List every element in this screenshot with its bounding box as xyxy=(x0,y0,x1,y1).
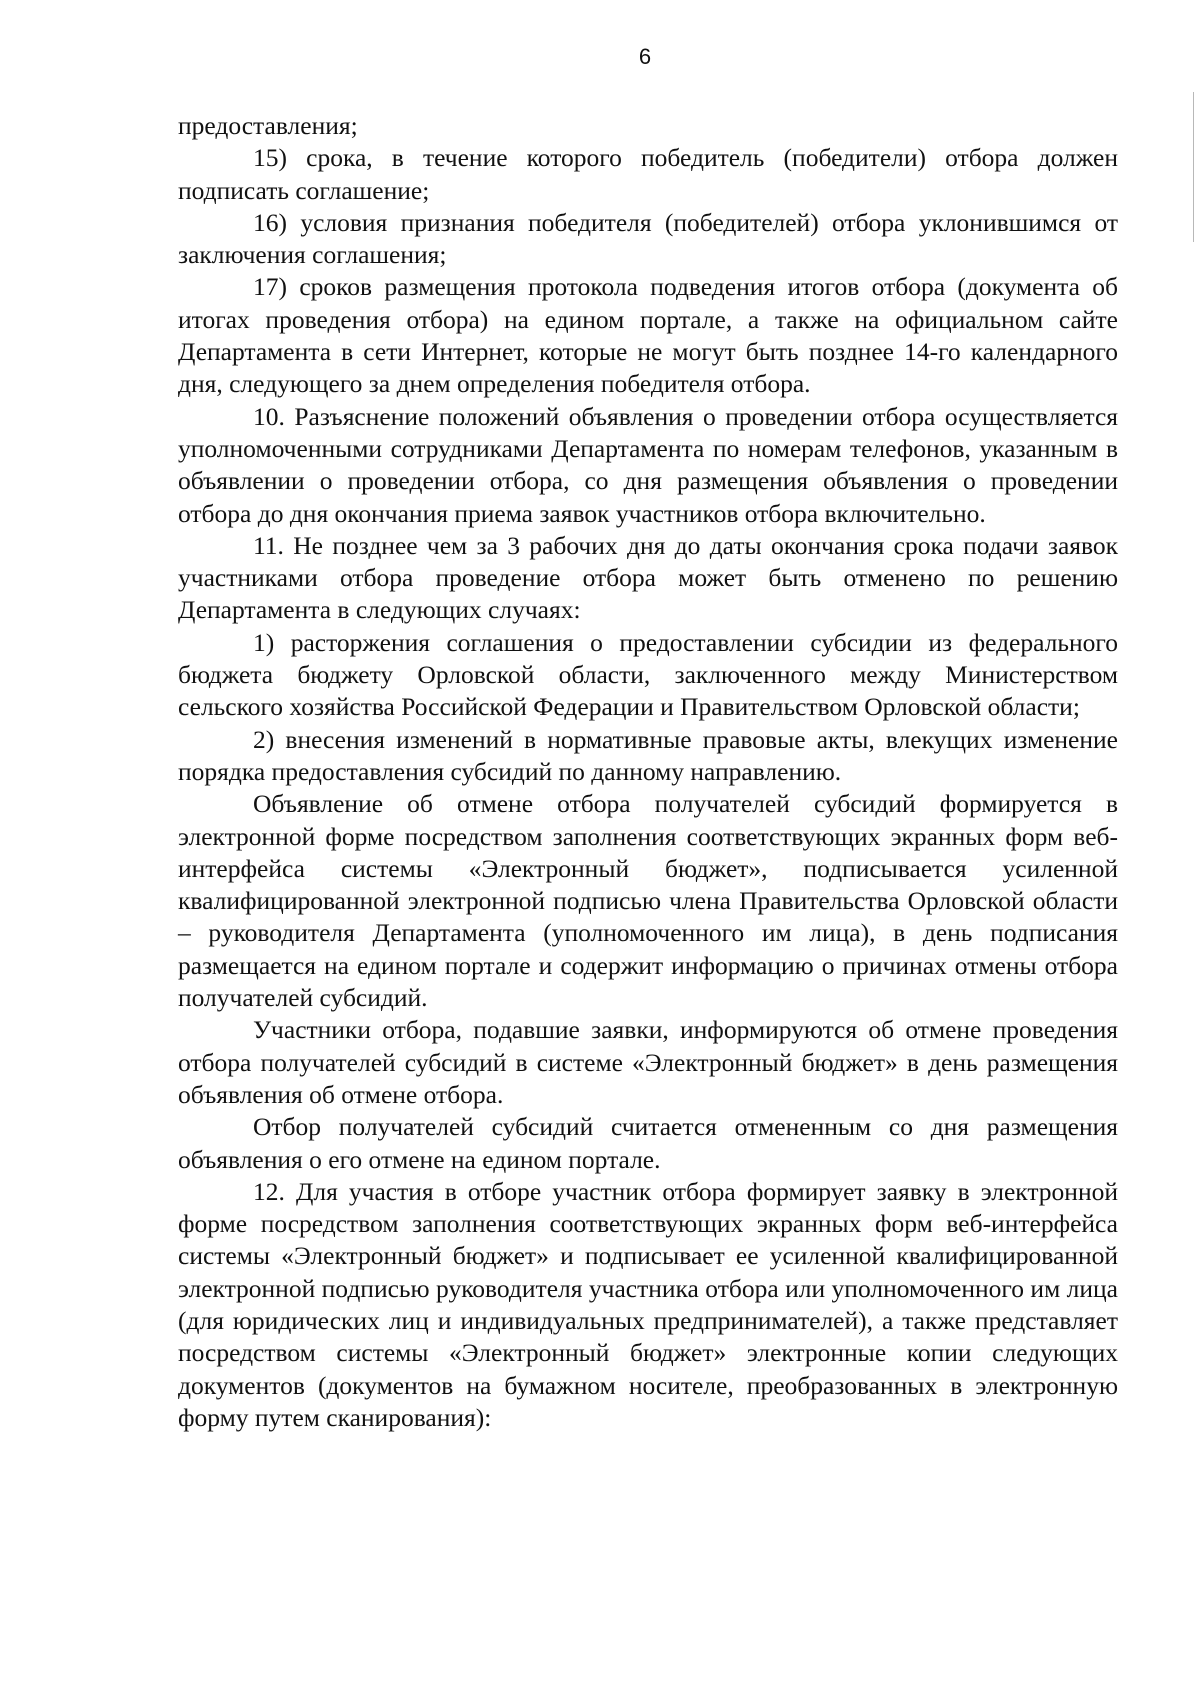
paragraph-clause-10: 10. Разъяснение положений объявления о проведении отбора осуществляется уполномоченными сотрудниками Департамента по номерам телефонов, указанным в объявлении о проведении отбора, со дня размещения объявления о проведении отбора до дня окончания приема заявок участников отбора включительно. xyxy=(178,401,1118,528)
paragraph-participants-informed: Участники отбора, подавшие заявки, информируются об отмене проведения отбора получателей субсидий в системе «Электронный бюджет» в день размещения объявления об отмене отбора. xyxy=(178,1015,1118,1109)
page-number: 6 xyxy=(638,44,652,69)
paragraph-cancellation-notice: Объявление об отмене отбора получателей субсидий формируется в электронной форме посредством заполнения соответствующих экранных форм веб-интерфейса системы «Электронный бюджет», подписывается усиленной квалифицированной электронной подписью члена Правительства Орловской области – руководителя Департамента (уполномоченного им лица), в день подписания размещается на едином портале и содержит информацию о причинах отмены отбора получателей субсидий. xyxy=(178,789,1118,1013)
document-body xyxy=(178,110,1118,1434)
paragraph-case-1: 1) расторжения соглашения о предоставлении субсидии из федерального бюджета бюджету Орловской области, заключенного между Министерством сельского хозяйства Российской Федерации и Правительством Орловской области; xyxy=(178,627,1118,722)
paragraph-continuation: предоставления; xyxy=(178,111,358,140)
scan-edge-line xyxy=(1193,92,1194,242)
paragraph-clause-12: 12. Для участия в отборе участник отбора формирует заявку в электронной форме посредством заполнения соответствующих экранных форм веб-интерфейса системы «Электронный бюджет» и подписывает ее усиленной квалифицированной электронной подписью руководителя участника отбора или уполномоченного им лица (для юридических лиц и индивидуальных предпринимателей), а также представляет посредством системы «Электронный бюджет» электронные копии следующих документов (документов на бумажном носителе, преобразованных в электронную форму путем сканирования): xyxy=(178,1176,1118,1432)
paragraph-cancellation-date: Отбор получателей субсидий считается отмененным со дня размещения объявления о его отмене на едином портале. xyxy=(178,1112,1118,1174)
paragraph-case-2: 2) внесения изменений в нормативные правовые акты, влекущих изменение порядка предоставления субсидий по данному направлению. xyxy=(178,724,1118,786)
paragraph-item-16: 16) условия признания победителя (победителей) отбора уклонившимся от заключения соглашения; xyxy=(178,207,1118,270)
paragraph-clause-11: 11. Не позднее чем за 3 рабочих дня до даты окончания срока подачи заявок участниками отбора проведение отбора может быть отменено по решению Департамента в следующих случаях: xyxy=(178,530,1118,625)
paragraph-item-17: 17) сроков размещения протокола подведения итогов отбора (документа об итогах проведения отбора) на едином портале, а также на официальном сайте Департамента в сети Интернет, которые не могут быть позднее 14-го календарного дня, следующего за днем определения победителя отбора. xyxy=(178,272,1118,399)
paragraph-item-15: 15) срока, в течение которого победитель (победители) отбора должен подписать соглашение; xyxy=(178,143,1118,205)
